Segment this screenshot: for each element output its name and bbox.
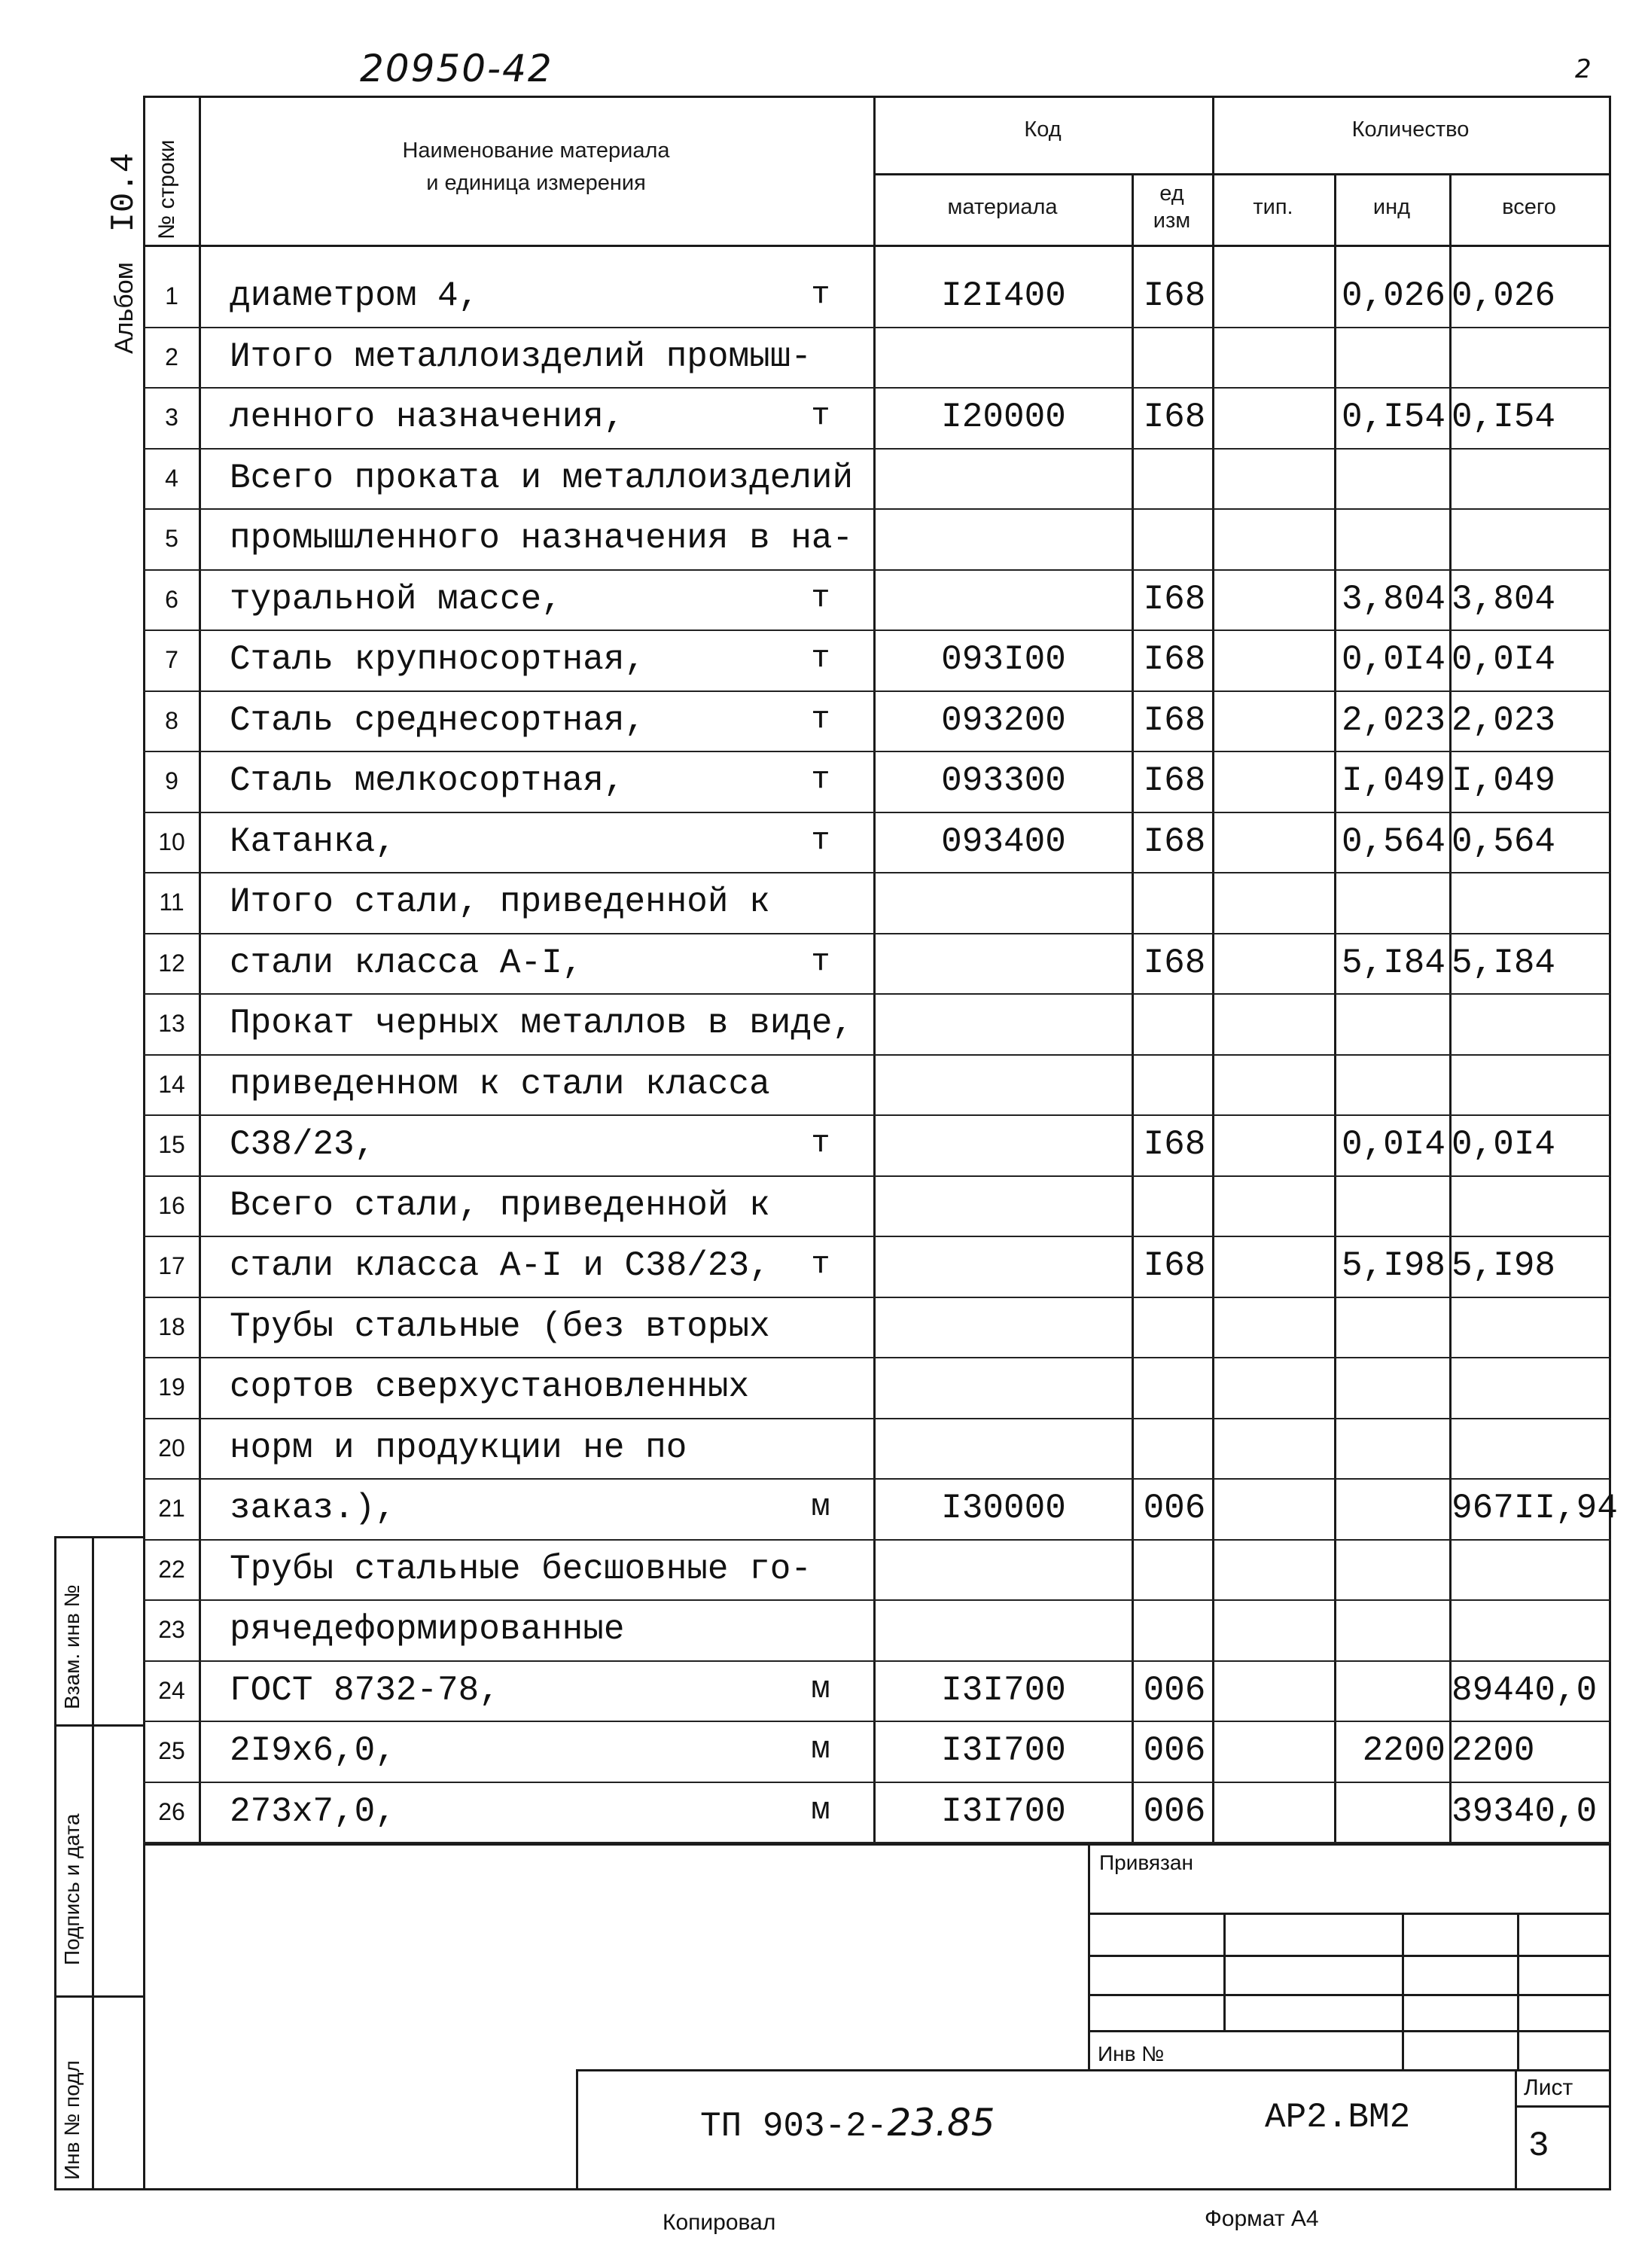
qty-total: 0,0I4 xyxy=(1452,640,1556,680)
header-row-no: № строки xyxy=(154,139,179,239)
row-separator xyxy=(143,1478,1611,1480)
header-code-unit-1: ед xyxy=(1159,181,1184,206)
row-number: 1 xyxy=(165,282,178,310)
unit-code: 006 xyxy=(1143,1791,1206,1831)
material-name: приведенном к стали класса xyxy=(230,1064,770,1104)
album-label-word: Альбом xyxy=(110,262,139,354)
row-separator xyxy=(143,327,1611,328)
top-handwritten-note: 20950-42 xyxy=(360,47,553,90)
unit-label: т xyxy=(811,1246,830,1283)
qty-ind: 0,564 xyxy=(1341,822,1445,861)
qty-total: 0,564 xyxy=(1452,822,1556,861)
stamp-grid-line2 xyxy=(1088,1955,1611,1957)
side-stamp-top xyxy=(54,1536,145,1538)
row-number: 22 xyxy=(158,1555,185,1583)
unit-code: 006 xyxy=(1143,1670,1206,1710)
stamp-list-label: Лист xyxy=(1524,2075,1573,2100)
material-name: сортов сверхустановленных xyxy=(230,1367,750,1407)
unit-label: м xyxy=(811,1731,830,1768)
side-stamp-left-border xyxy=(54,1536,56,2190)
unit-label: м xyxy=(811,1489,830,1526)
material-code: 093400 xyxy=(941,822,1066,861)
qty-ind: 2200 xyxy=(1362,1731,1445,1771)
side-stamp-podpis: Подпись и дата xyxy=(60,1813,84,1965)
material-name: промышленного назначения в на- xyxy=(230,519,854,559)
row-separator xyxy=(143,1539,1611,1541)
row-separator xyxy=(143,1357,1611,1358)
header-code-unit-2: изм xyxy=(1153,209,1191,233)
table-header-bottom xyxy=(143,245,1611,247)
material-code: 093200 xyxy=(941,700,1066,740)
row-number: 23 xyxy=(158,1616,185,1644)
material-name: ленного назначения, xyxy=(230,398,625,437)
material-name: стали класса А-I, xyxy=(230,943,583,983)
stamp-title-top xyxy=(576,2069,1611,2071)
qty-total: 2200 xyxy=(1452,1731,1535,1771)
row-number: 15 xyxy=(158,1131,185,1159)
material-name: норм и продукции не по xyxy=(230,1428,687,1468)
row-number: 8 xyxy=(165,706,178,734)
material-name: Трубы стальные бесшовные го- xyxy=(230,1549,812,1589)
qty-total: 0,026 xyxy=(1452,276,1556,316)
unit-label: м xyxy=(811,1670,830,1707)
qty-ind: 5,I84 xyxy=(1341,943,1445,983)
unit-code: I68 xyxy=(1143,640,1206,680)
side-stamp-div1 xyxy=(54,1724,145,1727)
stamp-doc-code-printed: ТП 903-2- xyxy=(700,2107,888,2146)
row-separator xyxy=(143,1114,1611,1116)
unit-label: т xyxy=(811,640,830,677)
unit-label: т xyxy=(811,398,830,434)
material-name: Сталь мелкосортная, xyxy=(230,761,625,801)
stamp-title-left xyxy=(576,2069,578,2190)
material-name: Катанка, xyxy=(230,822,396,861)
row-separator xyxy=(143,1236,1611,1237)
row-separator xyxy=(143,1054,1611,1056)
unit-code: I68 xyxy=(1143,398,1206,437)
material-name: стали класса А-I и С38/23, xyxy=(230,1246,770,1286)
unit-label: т xyxy=(811,943,830,980)
qty-ind: 0,0I4 xyxy=(1341,640,1445,680)
footer-format: Формат А4 xyxy=(1205,2206,1319,2231)
row-number: 16 xyxy=(158,1191,185,1219)
qty-ind: I,049 xyxy=(1341,761,1445,801)
row-separator xyxy=(143,448,1611,450)
row-number: 9 xyxy=(165,767,178,795)
row-number: 24 xyxy=(158,1676,185,1704)
stamp-privyazan-label: Привязан xyxy=(1099,1851,1193,1874)
unit-label: т xyxy=(811,822,830,858)
corner-mark: 2 xyxy=(1575,54,1592,84)
col-name-border xyxy=(873,96,876,1846)
stamp-list-divider xyxy=(1515,2105,1611,2108)
row-number: 20 xyxy=(158,1434,185,1462)
qty-ind: 2,023 xyxy=(1341,700,1445,740)
table-top-border xyxy=(143,96,1611,98)
unit-code: I68 xyxy=(1143,276,1206,316)
header-code-material: материала xyxy=(947,195,1058,219)
unit-code: I68 xyxy=(1143,579,1206,619)
row-separator xyxy=(143,1599,1611,1601)
qty-total: 39340,0 xyxy=(1452,1791,1598,1831)
qty-total: 2,023 xyxy=(1452,700,1556,740)
footer-kopiroval: Копировал xyxy=(663,2210,776,2235)
row-number: 11 xyxy=(159,889,184,916)
material-code: I3I700 xyxy=(941,1731,1066,1771)
stamp-grid-v2 xyxy=(1402,1913,1404,2069)
stamp-grid-line3 xyxy=(1088,1994,1611,1996)
row-separator xyxy=(143,1297,1611,1298)
row-number: 19 xyxy=(158,1373,185,1401)
row-number: 7 xyxy=(165,646,178,674)
row-number: 12 xyxy=(158,949,185,977)
unit-label: т xyxy=(811,1125,830,1162)
row-separator xyxy=(143,508,1611,510)
header-name-line1: Наименование материала xyxy=(402,139,670,163)
qty-ind: 0,0I4 xyxy=(1341,1125,1445,1165)
stamp-grid-line4 xyxy=(1088,2030,1611,2032)
qty-total: 0,I54 xyxy=(1452,398,1556,437)
unit-label: м xyxy=(811,1791,830,1828)
row-number: 26 xyxy=(158,1797,185,1825)
material-name: Сталь среднесортная, xyxy=(230,700,646,740)
row-number: 2 xyxy=(165,343,178,370)
header-name-line2: и единица измерения xyxy=(426,171,646,195)
material-code: 093300 xyxy=(941,761,1066,801)
material-name: Сталь крупносортная, xyxy=(230,640,646,680)
side-stamp-vzam: Взам. инв № xyxy=(60,1584,84,1709)
row-separator xyxy=(143,1175,1611,1177)
header-qty-group: Количество xyxy=(1351,117,1470,142)
stamp-list-number: 3 xyxy=(1528,2126,1549,2166)
row-separator xyxy=(143,1660,1611,1662)
qty-total: 3,804 xyxy=(1452,579,1556,619)
row-separator xyxy=(143,629,1611,631)
qty-total: 967II,94 xyxy=(1452,1489,1618,1529)
qty-ind: 0,I54 xyxy=(1341,398,1445,437)
side-stamp-bottom xyxy=(54,2188,145,2190)
row-separator xyxy=(143,387,1611,389)
header-qty-total: всего xyxy=(1502,195,1556,219)
row-separator xyxy=(143,872,1611,873)
stamp-grid-v1 xyxy=(1223,1913,1226,2030)
col-rownum-border xyxy=(199,96,201,1846)
header-code-group: Код xyxy=(1024,117,1062,142)
row-number: 4 xyxy=(165,464,178,492)
material-name: Итого металлоизделий промыш- xyxy=(230,337,812,376)
qty-total: 89440,0 xyxy=(1452,1670,1598,1710)
material-name: диаметром 4, xyxy=(230,276,480,316)
row-number: 10 xyxy=(158,828,185,855)
material-name: Трубы стальные (без вторых xyxy=(230,1306,770,1346)
stamp-list-left xyxy=(1515,2069,1517,2190)
material-code: I20000 xyxy=(941,398,1066,437)
unit-label: т xyxy=(811,700,830,737)
unit-code: 006 xyxy=(1143,1731,1206,1771)
unit-code: 006 xyxy=(1143,1489,1206,1529)
material-name: заказ.), xyxy=(230,1489,396,1529)
qty-ind: 3,804 xyxy=(1341,579,1445,619)
table-subheader-line xyxy=(873,173,1611,175)
material-name: ГОСТ 8732-78, xyxy=(230,1670,500,1710)
row-number: 18 xyxy=(158,1312,185,1340)
header-qty-tip: тип. xyxy=(1253,195,1293,219)
row-separator xyxy=(143,1418,1611,1419)
row-separator xyxy=(143,1721,1611,1722)
row-number: 5 xyxy=(165,525,178,553)
unit-label: т xyxy=(811,276,830,313)
row-separator xyxy=(143,690,1611,692)
material-name: С38/23, xyxy=(230,1125,376,1165)
row-separator xyxy=(143,993,1611,995)
row-number: 14 xyxy=(158,1070,185,1098)
material-name: Всего проката и металлоизделий xyxy=(230,458,854,498)
unit-code: I68 xyxy=(1143,761,1206,801)
header-qty-ind: инд xyxy=(1372,195,1411,219)
unit-code: I68 xyxy=(1143,943,1206,983)
side-stamp-mid-border xyxy=(92,1536,94,2190)
material-name: 273х7,0, xyxy=(230,1791,396,1831)
material-code: I30000 xyxy=(941,1489,1066,1529)
material-name: 2I9х6,0, xyxy=(230,1731,396,1771)
row-number: 6 xyxy=(165,585,178,613)
row-separator xyxy=(143,812,1611,813)
material-code: 093I00 xyxy=(941,640,1066,680)
row-separator xyxy=(143,751,1611,752)
unit-code: I68 xyxy=(1143,1246,1206,1286)
material-code: I3I700 xyxy=(941,1670,1066,1710)
row-separator xyxy=(143,569,1611,571)
stamp-sheet-code: АР2.ВМ2 xyxy=(1265,2098,1411,2137)
stamp-grid-line1 xyxy=(1088,1913,1611,1915)
row-number: 17 xyxy=(158,1252,185,1280)
qty-total: 5,I98 xyxy=(1452,1246,1556,1286)
table-rows-bottom xyxy=(143,1843,1611,1846)
side-stamp-inv-podl: Инв № подл xyxy=(60,2060,84,2180)
stamp-doc-code-handwritten: 23.85 xyxy=(887,2101,995,2145)
material-code: I2I400 xyxy=(941,276,1066,316)
qty-total: I,049 xyxy=(1452,761,1556,801)
qty-total: 5,I84 xyxy=(1452,943,1556,983)
unit-label: т xyxy=(811,579,830,616)
material-name: Всего стали, приведенной к xyxy=(230,1185,770,1225)
row-separator xyxy=(143,933,1611,934)
material-code: I3I700 xyxy=(941,1791,1066,1831)
stamp-grid-v3 xyxy=(1517,1913,1519,2069)
row-number: 25 xyxy=(158,1737,185,1765)
side-stamp-div2 xyxy=(54,1995,145,1998)
unit-code: I68 xyxy=(1143,700,1206,740)
stamp-outer-bottom xyxy=(143,2188,1611,2190)
unit-label: т xyxy=(811,761,830,798)
stamp-inv-no-label: Инв № xyxy=(1098,2042,1165,2065)
material-name: туральной массе, xyxy=(230,579,562,619)
unit-code: I68 xyxy=(1143,1125,1206,1165)
row-number: 3 xyxy=(165,404,178,431)
material-name: Итого стали, приведенной к xyxy=(230,883,770,922)
row-separator xyxy=(143,1842,1611,1843)
unit-code: I68 xyxy=(1143,822,1206,861)
row-separator xyxy=(143,1782,1611,1783)
qty-ind: 5,I98 xyxy=(1341,1246,1445,1286)
material-name: рячедеформированные xyxy=(230,1610,625,1650)
qty-total: 0,0I4 xyxy=(1452,1125,1556,1165)
row-number: 21 xyxy=(158,1495,185,1523)
album-number: I0.4 xyxy=(105,152,143,233)
row-number: 13 xyxy=(158,1010,185,1038)
material-name: Прокат черных металлов в виде, xyxy=(230,1004,854,1044)
stamp-doc-code xyxy=(700,2101,995,2146)
qty-ind: 0,026 xyxy=(1341,276,1445,316)
